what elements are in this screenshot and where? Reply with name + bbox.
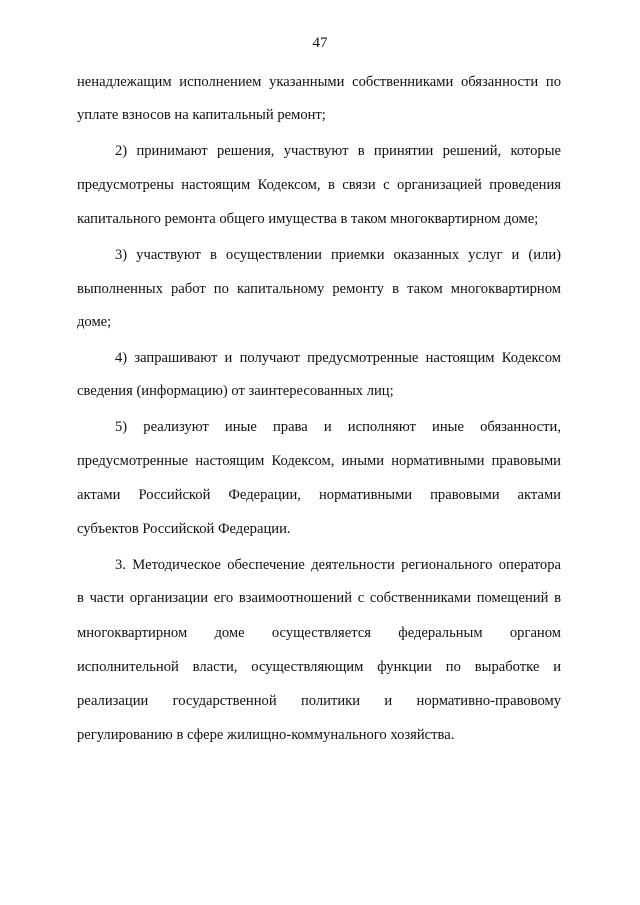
text-line: в части организации его взаимоотношений с собственниками помещений в xyxy=(77,590,561,606)
list-item-4-line: 4) запрашивают и получают предусмотренные настоящим Кодексом xyxy=(115,350,561,366)
text-line: субъектов Российской Федерации. xyxy=(77,521,291,537)
text-line: актами Российской Федерации, нормативными правовыми актами xyxy=(77,487,561,503)
list-item-3-line: 3) участвуют в осуществлении приемки оказанных услуг и (или) xyxy=(115,247,561,263)
text-line: доме; xyxy=(77,314,112,330)
text-line: выполненных работ по капитальному ремонту в таком многоквартирном xyxy=(77,281,561,297)
text-line: ненадлежащим исполнением указанными собственниками обязанности по xyxy=(77,74,561,90)
text-line: предусмотрены настоящим Кодексом, в связи с организацией проведения xyxy=(77,177,561,193)
text-line: предусмотренные настоящим Кодексом, иными нормативными правовыми xyxy=(77,453,561,469)
text-line: многоквартирном доме осуществляется федеральным органом xyxy=(77,625,561,641)
text-line: сведения (информацию) от заинтересованных лиц; xyxy=(77,383,394,399)
list-item-2-line: 2) принимают решения, участвуют в принятии решений, которые xyxy=(115,143,561,159)
section-3-line: 3. Методическое обеспечение деятельности регионального оператора xyxy=(115,557,561,573)
page-number: 47 xyxy=(312,35,328,51)
text-line: капитального ремонта общего имущества в таком многоквартирном доме; xyxy=(77,211,539,227)
text-line: уплате взносов на капитальный ремонт; xyxy=(77,107,326,123)
text-line: исполнительной власти, осуществляющим функции по выработке и xyxy=(77,659,561,675)
text-line: реализации государственной политики и нормативно-правовому xyxy=(77,693,561,709)
list-item-5-line: 5) реализуют иные права и исполняют иные обязанности, xyxy=(115,419,561,435)
text-line: регулированию в сфере жилищно-коммунального хозяйства. xyxy=(77,727,455,743)
